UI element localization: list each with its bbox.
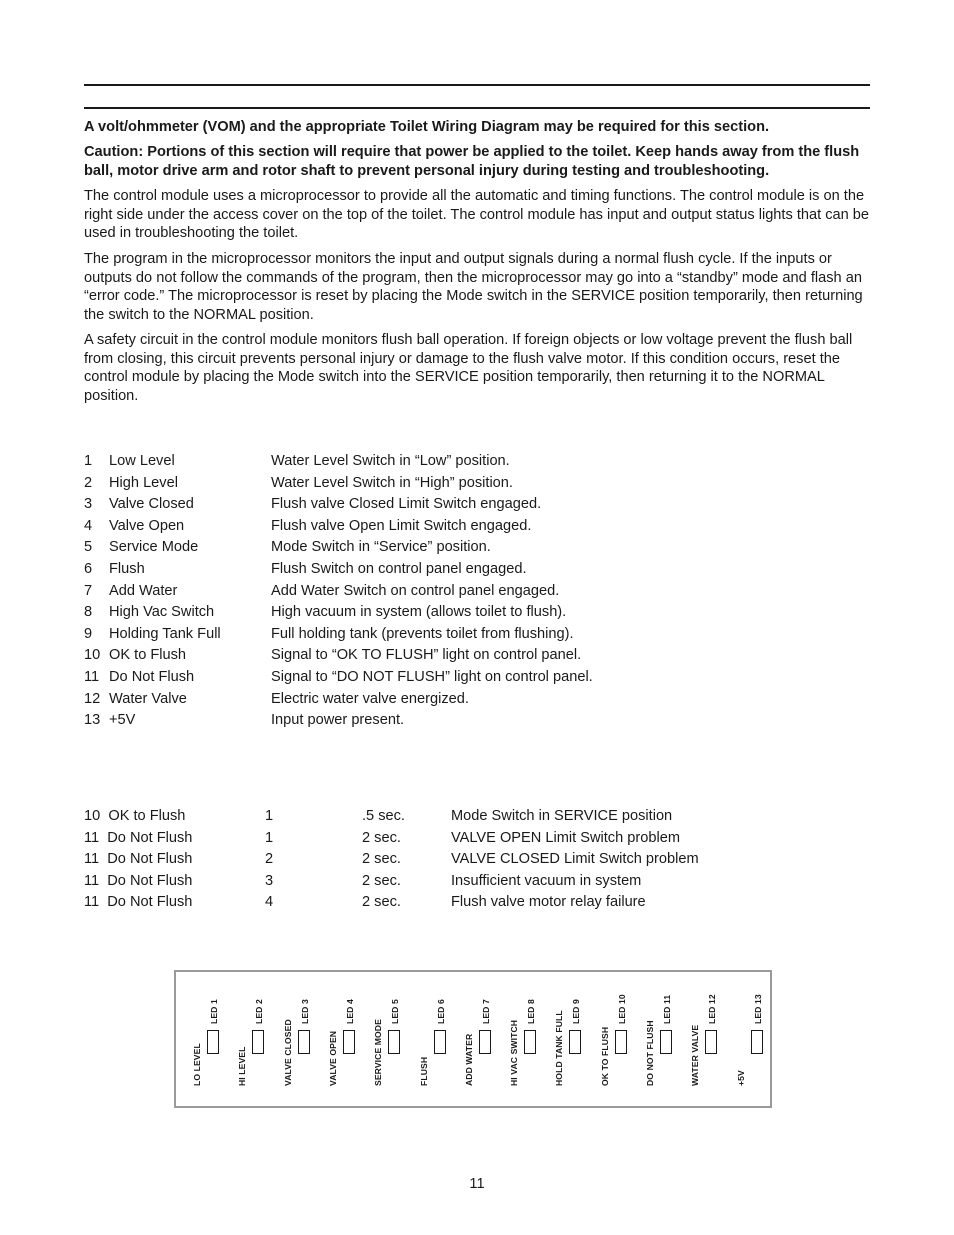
- led-name: Holding Tank Full: [109, 625, 221, 642]
- led-indicator: [569, 1030, 581, 1054]
- error-meaning: VALVE OPEN Limit Switch problem: [451, 829, 680, 846]
- led-name: High Vac Switch: [109, 604, 215, 621]
- led-indicator: [524, 1030, 536, 1054]
- error-meaning: Flush valve motor relay failure: [451, 894, 646, 910]
- led-indicator: [207, 1030, 219, 1054]
- panel-switch-label: FLUSH: [418, 1056, 429, 1086]
- panel-switch-label: VALVE CLOSED: [282, 1019, 293, 1086]
- led-number: 13: [84, 712, 101, 729]
- page-number: 11: [469, 1176, 485, 1192]
- error-time: 2 sec.: [362, 851, 401, 867]
- led-description: Flush valve Open Limit Switch engaged.: [271, 517, 532, 534]
- panel-switch-label: SERVICE MODE: [373, 1019, 384, 1086]
- panel-led-label: LED 9: [571, 999, 582, 1024]
- led-name: +5V: [109, 712, 136, 729]
- error-time: 2 sec.: [362, 829, 401, 846]
- led-indicator: [615, 1030, 627, 1054]
- error-led: 11 Do Not Flush: [84, 851, 193, 867]
- led-number: 4: [84, 517, 93, 534]
- led-description: Add Water Switch on control panel engaged.: [271, 582, 560, 599]
- panel-switch-label: VALVE OPEN: [327, 1030, 338, 1086]
- led-indicator: [252, 1030, 264, 1054]
- led-list-row: [84, 710, 870, 732]
- panel-switch-label: ADD WATER: [463, 1033, 474, 1086]
- panel-led-label: LED 8: [526, 999, 537, 1024]
- led-list-row: [84, 624, 870, 646]
- led-name: Water Valve: [109, 690, 187, 707]
- led-number: 6: [84, 561, 93, 577]
- led-name: Do Not Flush: [109, 669, 195, 685]
- led-indicator: [660, 1030, 672, 1054]
- error-code-row: [84, 892, 870, 914]
- panel-led-label: LED 6: [435, 999, 446, 1024]
- led-list-row: [84, 473, 870, 495]
- led-name: Low Level: [109, 453, 175, 469]
- led-list-row: [84, 537, 870, 559]
- led-indicator: [434, 1030, 446, 1054]
- panel-led-label: LED 3: [299, 999, 310, 1024]
- error-code-row: [84, 806, 870, 828]
- panel-switch-label: HOLD TANK FULL: [554, 1010, 565, 1086]
- led-list-row: [84, 494, 870, 516]
- led-description: Water Level Switch in “Low” position.: [271, 453, 510, 469]
- error-time: .5 sec.: [362, 808, 405, 824]
- top-rule: [84, 84, 870, 86]
- led-description: High vacuum in system (allows toilet to flush).: [271, 604, 567, 621]
- caution-note: Caution: Portions of this section will require that power be applied to the toilet. Keep hands away from the flush ball, motor drive arm and rotor shaft to prevent personal injury during testing and troubleshooting.: [84, 144, 860, 179]
- panel-led-label: LED 13: [752, 994, 763, 1024]
- panel-switch-label: WATER VALVE: [690, 1024, 701, 1086]
- led-number: 12: [84, 690, 101, 707]
- error-meaning: VALVE CLOSED Limit Switch problem: [451, 851, 699, 867]
- panel-led-label: LED 2: [254, 999, 265, 1024]
- led-description: Input power present.: [271, 712, 405, 729]
- error-code-row: [84, 871, 870, 893]
- error-led: 11 Do Not Flush: [84, 829, 193, 846]
- led-description: Water Level Switch in “High” position.: [271, 474, 513, 491]
- led-name: Valve Closed: [109, 496, 194, 513]
- error-flashes: 1: [265, 808, 274, 824]
- led-number: 1: [84, 453, 93, 469]
- led-indicator: [751, 1030, 763, 1054]
- error-meaning: Insufficient vacuum in system: [451, 872, 642, 889]
- vom-note: A volt/ohmmeter (VOM) and the appropriate Toilet Wiring Diagram may be required for this section.: [84, 119, 770, 135]
- led-description: Signal to “DO NOT FLUSH” light on control panel.: [271, 669, 593, 685]
- led-number: 9: [84, 625, 93, 642]
- led-list-row: [84, 516, 870, 538]
- panel-switch-label: OK TO FLUSH: [599, 1026, 610, 1086]
- program-paragraph: The program in the microprocessor monitors the input and output signals during a normal flush cycle. If the inputs or outputs do not follow the commands of the program, then the microprocessor may go into a “standby” mode and flash an “error code.” The microprocessor is reset by placing the Mode switch in the SERVICE position temporarily, then returning the switch to the NORMAL position.: [84, 251, 863, 323]
- error-led: 11 Do Not Flush: [84, 894, 193, 910]
- led-description: Flush Switch on control panel engaged.: [271, 561, 527, 577]
- led-list-row: [84, 581, 870, 603]
- error-meaning: Mode Switch in SERVICE position: [451, 808, 673, 824]
- panel-led-label: LED 12: [707, 994, 718, 1024]
- panel-led-label: LED 11: [662, 994, 672, 1024]
- panel-led-label: LED 5: [390, 999, 401, 1024]
- panel-led-label: LED 1: [209, 999, 219, 1024]
- led-list-row: [84, 451, 870, 473]
- led-name: High Level: [109, 474, 178, 491]
- led-number: 7: [84, 582, 93, 599]
- panel-switch-label: HI VAC SWITCH: [509, 1019, 520, 1086]
- led-indicator: [343, 1030, 355, 1054]
- header-rule: [84, 107, 870, 109]
- error-led: 10 OK to Flush: [84, 808, 186, 824]
- panel-switch-label: LO LEVEL: [192, 1043, 202, 1086]
- control-module-paragraph: The control module uses a microprocessor to provide all the automatic and timing functions. The control module is on the right side under the access cover on the top of the toilet. The control module has input and output status lights that can be used in troubleshooting the toilet.: [84, 188, 870, 242]
- error-flashes: 3: [265, 872, 274, 889]
- error-flashes: 2: [265, 851, 274, 867]
- led-indicator: [298, 1030, 310, 1054]
- error-code-row: [84, 828, 870, 850]
- led-name: Add Water: [109, 582, 178, 599]
- led-description: Flush valve Closed Limit Switch engaged.: [271, 496, 542, 513]
- panel-led-label: LED 4: [344, 999, 355, 1024]
- panel-switch-label: HI LEVEL: [237, 1046, 248, 1086]
- led-name: Valve Open: [109, 517, 185, 534]
- led-number: 8: [84, 604, 93, 621]
- led-panel-diagram: [174, 970, 772, 1108]
- led-list-row: [84, 645, 870, 667]
- led-indicator: [388, 1030, 400, 1054]
- led-list-row: [84, 667, 870, 689]
- led-number: 11: [84, 669, 100, 685]
- error-time: 2 sec.: [362, 872, 401, 889]
- led-indicator: [479, 1030, 491, 1054]
- led-list-row: [84, 689, 870, 711]
- error-flashes: 4: [265, 894, 274, 910]
- error-flashes: 1: [265, 829, 274, 846]
- led-indicator: [705, 1030, 717, 1054]
- panel-switch-label: DO NOT FLUSH: [645, 1020, 655, 1086]
- led-number: 5: [84, 539, 93, 556]
- led-list-row: [84, 602, 870, 624]
- led-name: OK to Flush: [109, 647, 187, 664]
- led-description: Mode Switch in “Service” position.: [271, 539, 491, 556]
- led-description: Signal to “OK TO FLUSH” light on control panel.: [271, 647, 582, 664]
- led-number: 3: [84, 496, 93, 513]
- led-name: Flush: [109, 561, 145, 577]
- panel-led-label: LED 7: [480, 999, 491, 1024]
- led-description: Full holding tank (prevents toilet from flushing).: [271, 625, 574, 642]
- safety-circuit-paragraph: A safety circuit in the control module monitors flush ball operation. If foreign objects or low voltage prevent the flush ball from closing, this circuit prevents personal injury or damage to the flush valve motor. If this condition occurs, reset the control module by placing the Mode switch into the SERVICE position temporarily, then returning it to the NORMAL position.: [84, 332, 853, 404]
- led-name: Service Mode: [109, 539, 199, 556]
- error-led: 11 Do Not Flush: [84, 872, 193, 889]
- led-list-row: [84, 559, 870, 581]
- panel-switch-label: +5V: [735, 1070, 746, 1086]
- led-number: 10: [84, 647, 101, 664]
- led-number: 2: [84, 474, 93, 491]
- error-time: 2 sec.: [362, 894, 401, 910]
- panel-led-label: LED 10: [616, 994, 627, 1024]
- error-code-row: [84, 849, 870, 871]
- led-description: Electric water valve energized.: [271, 690, 469, 707]
